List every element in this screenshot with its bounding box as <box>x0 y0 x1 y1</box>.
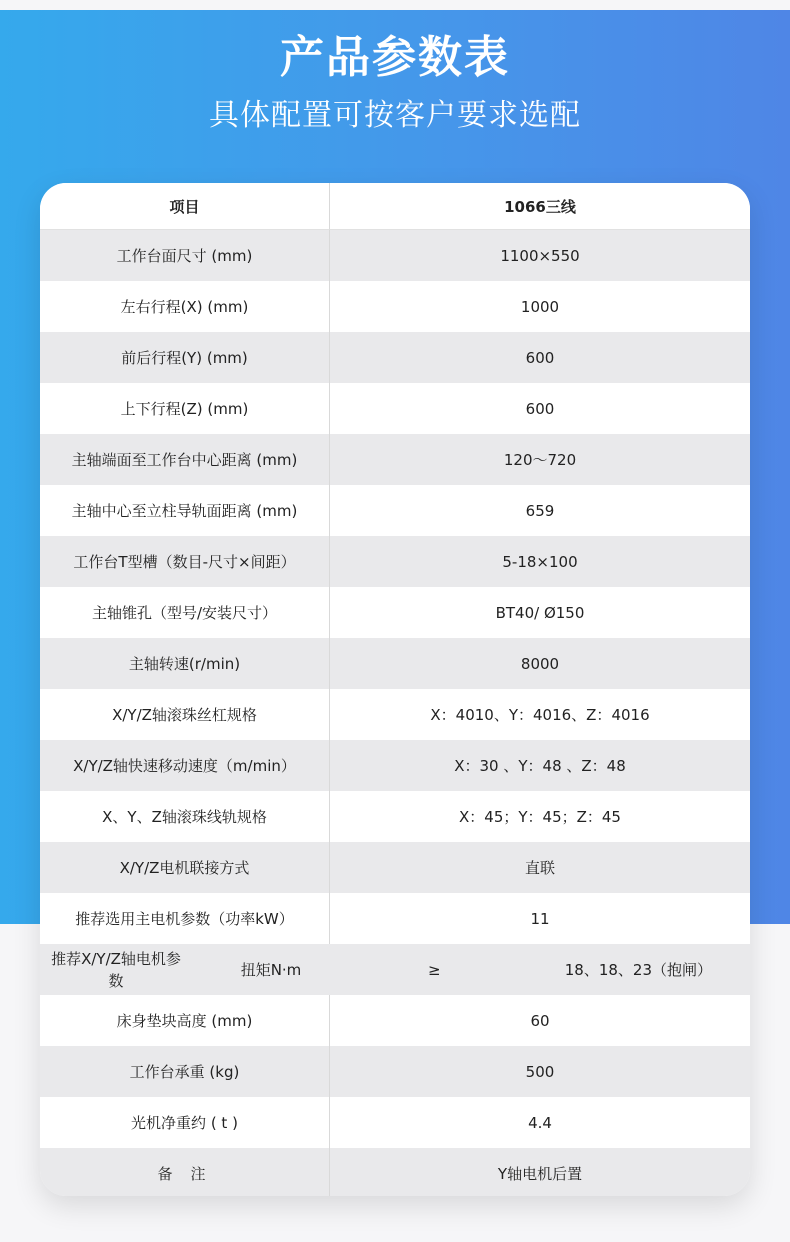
page-subtitle: 具体配置可按客户要求选配 <box>209 98 581 133</box>
row-label: 工作台T型槽（数目-尺寸×间距） <box>40 536 330 587</box>
row-label: 光机净重约 ( t ) <box>40 1097 330 1148</box>
motor-parameters-label: 推荐X/Y/Z轴电机参数 <box>51 949 181 990</box>
row-value: 60 <box>530 1011 550 1030</box>
table-row <box>40 485 750 536</box>
row-label: 主轴锥孔（型号/安装尺寸） <box>40 587 330 638</box>
row-value: 11 <box>530 909 550 928</box>
row-value: 直联 <box>524 859 555 877</box>
motor-torque-operator: ≥ <box>428 960 441 979</box>
row-label: 上下行程(Z) (mm) <box>40 383 330 434</box>
table-row <box>40 791 750 842</box>
row-value: 120～720 <box>503 451 577 469</box>
row-label: X/Y/Z电机联接方式 <box>40 842 330 893</box>
motor-parameters-row <box>40 944 750 995</box>
motor-parameters-value-cell <box>330 944 750 995</box>
row-label: 主轴转速(r/min) <box>40 638 330 689</box>
table-row <box>40 587 750 638</box>
table-row <box>40 281 750 332</box>
table-row <box>40 842 750 893</box>
remarks-value: Y轴电机后置 <box>497 1165 583 1183</box>
table-row <box>40 383 750 434</box>
table-header-row <box>40 183 750 230</box>
row-label: 推荐选用主电机参数（功率kW） <box>40 893 330 944</box>
row-label: 主轴中心至立柱导轨面距离 (mm) <box>40 485 330 536</box>
table-row <box>40 230 750 281</box>
row-label: X/Y/Z轴滚珠丝杠规格 <box>40 689 330 740</box>
row-value: 4.4 <box>528 1113 552 1132</box>
row-value: X：4010、Y：4016、Z：4016 <box>430 706 650 724</box>
header-model-label: 1066三线 <box>330 183 750 230</box>
row-label: 主轴端面至工作台中心距离 (mm) <box>40 434 330 485</box>
motor-torque-value: 18、18、23（抱闸） <box>564 961 712 979</box>
header-item-label: 项目 <box>40 183 330 230</box>
row-label: 床身垫块高度 (mm) <box>40 995 330 1046</box>
row-value: 5-18×100 <box>502 552 578 571</box>
row-label: X、Y、Z轴滚珠线轨规格 <box>40 791 330 842</box>
row-value: 500 <box>525 1062 555 1081</box>
row-label: X/Y/Z轴快速移动速度（m/min） <box>40 740 330 791</box>
table-row <box>40 434 750 485</box>
remarks-label: 备注 <box>40 1148 330 1196</box>
row-value: 600 <box>525 348 555 367</box>
table-row <box>40 689 750 740</box>
row-value: 659 <box>525 501 555 520</box>
motor-parameters-label-cell <box>40 944 330 995</box>
row-label: 前后行程(Y) (mm) <box>40 332 330 383</box>
table-row <box>40 1097 750 1148</box>
row-value: 1100×550 <box>500 246 580 265</box>
page-title: 产品参数表 <box>280 32 510 83</box>
row-value: X：30 、Y：48 、Z：48 <box>454 757 626 775</box>
row-label: 工作台承重 (kg) <box>40 1046 330 1097</box>
motor-torque-unit: 扭矩N·m <box>240 961 302 979</box>
row-value: X：45；Y：45；Z：45 <box>459 808 621 826</box>
table-row <box>40 740 750 791</box>
parameters-card <box>40 183 750 1196</box>
row-label: 左右行程(X) (mm) <box>40 281 330 332</box>
remarks-row <box>40 1148 750 1196</box>
row-value: 8000 <box>520 654 560 673</box>
row-value: BT40/ Ø150 <box>495 603 585 622</box>
table-row <box>40 893 750 944</box>
row-value: 1000 <box>520 297 560 316</box>
table-row <box>40 638 750 689</box>
table-row <box>40 332 750 383</box>
table-row <box>40 536 750 587</box>
row-value: 600 <box>525 399 555 418</box>
table-row <box>40 995 750 1046</box>
row-label: 工作台面尺寸 (mm) <box>40 230 330 281</box>
table-row <box>40 1046 750 1097</box>
